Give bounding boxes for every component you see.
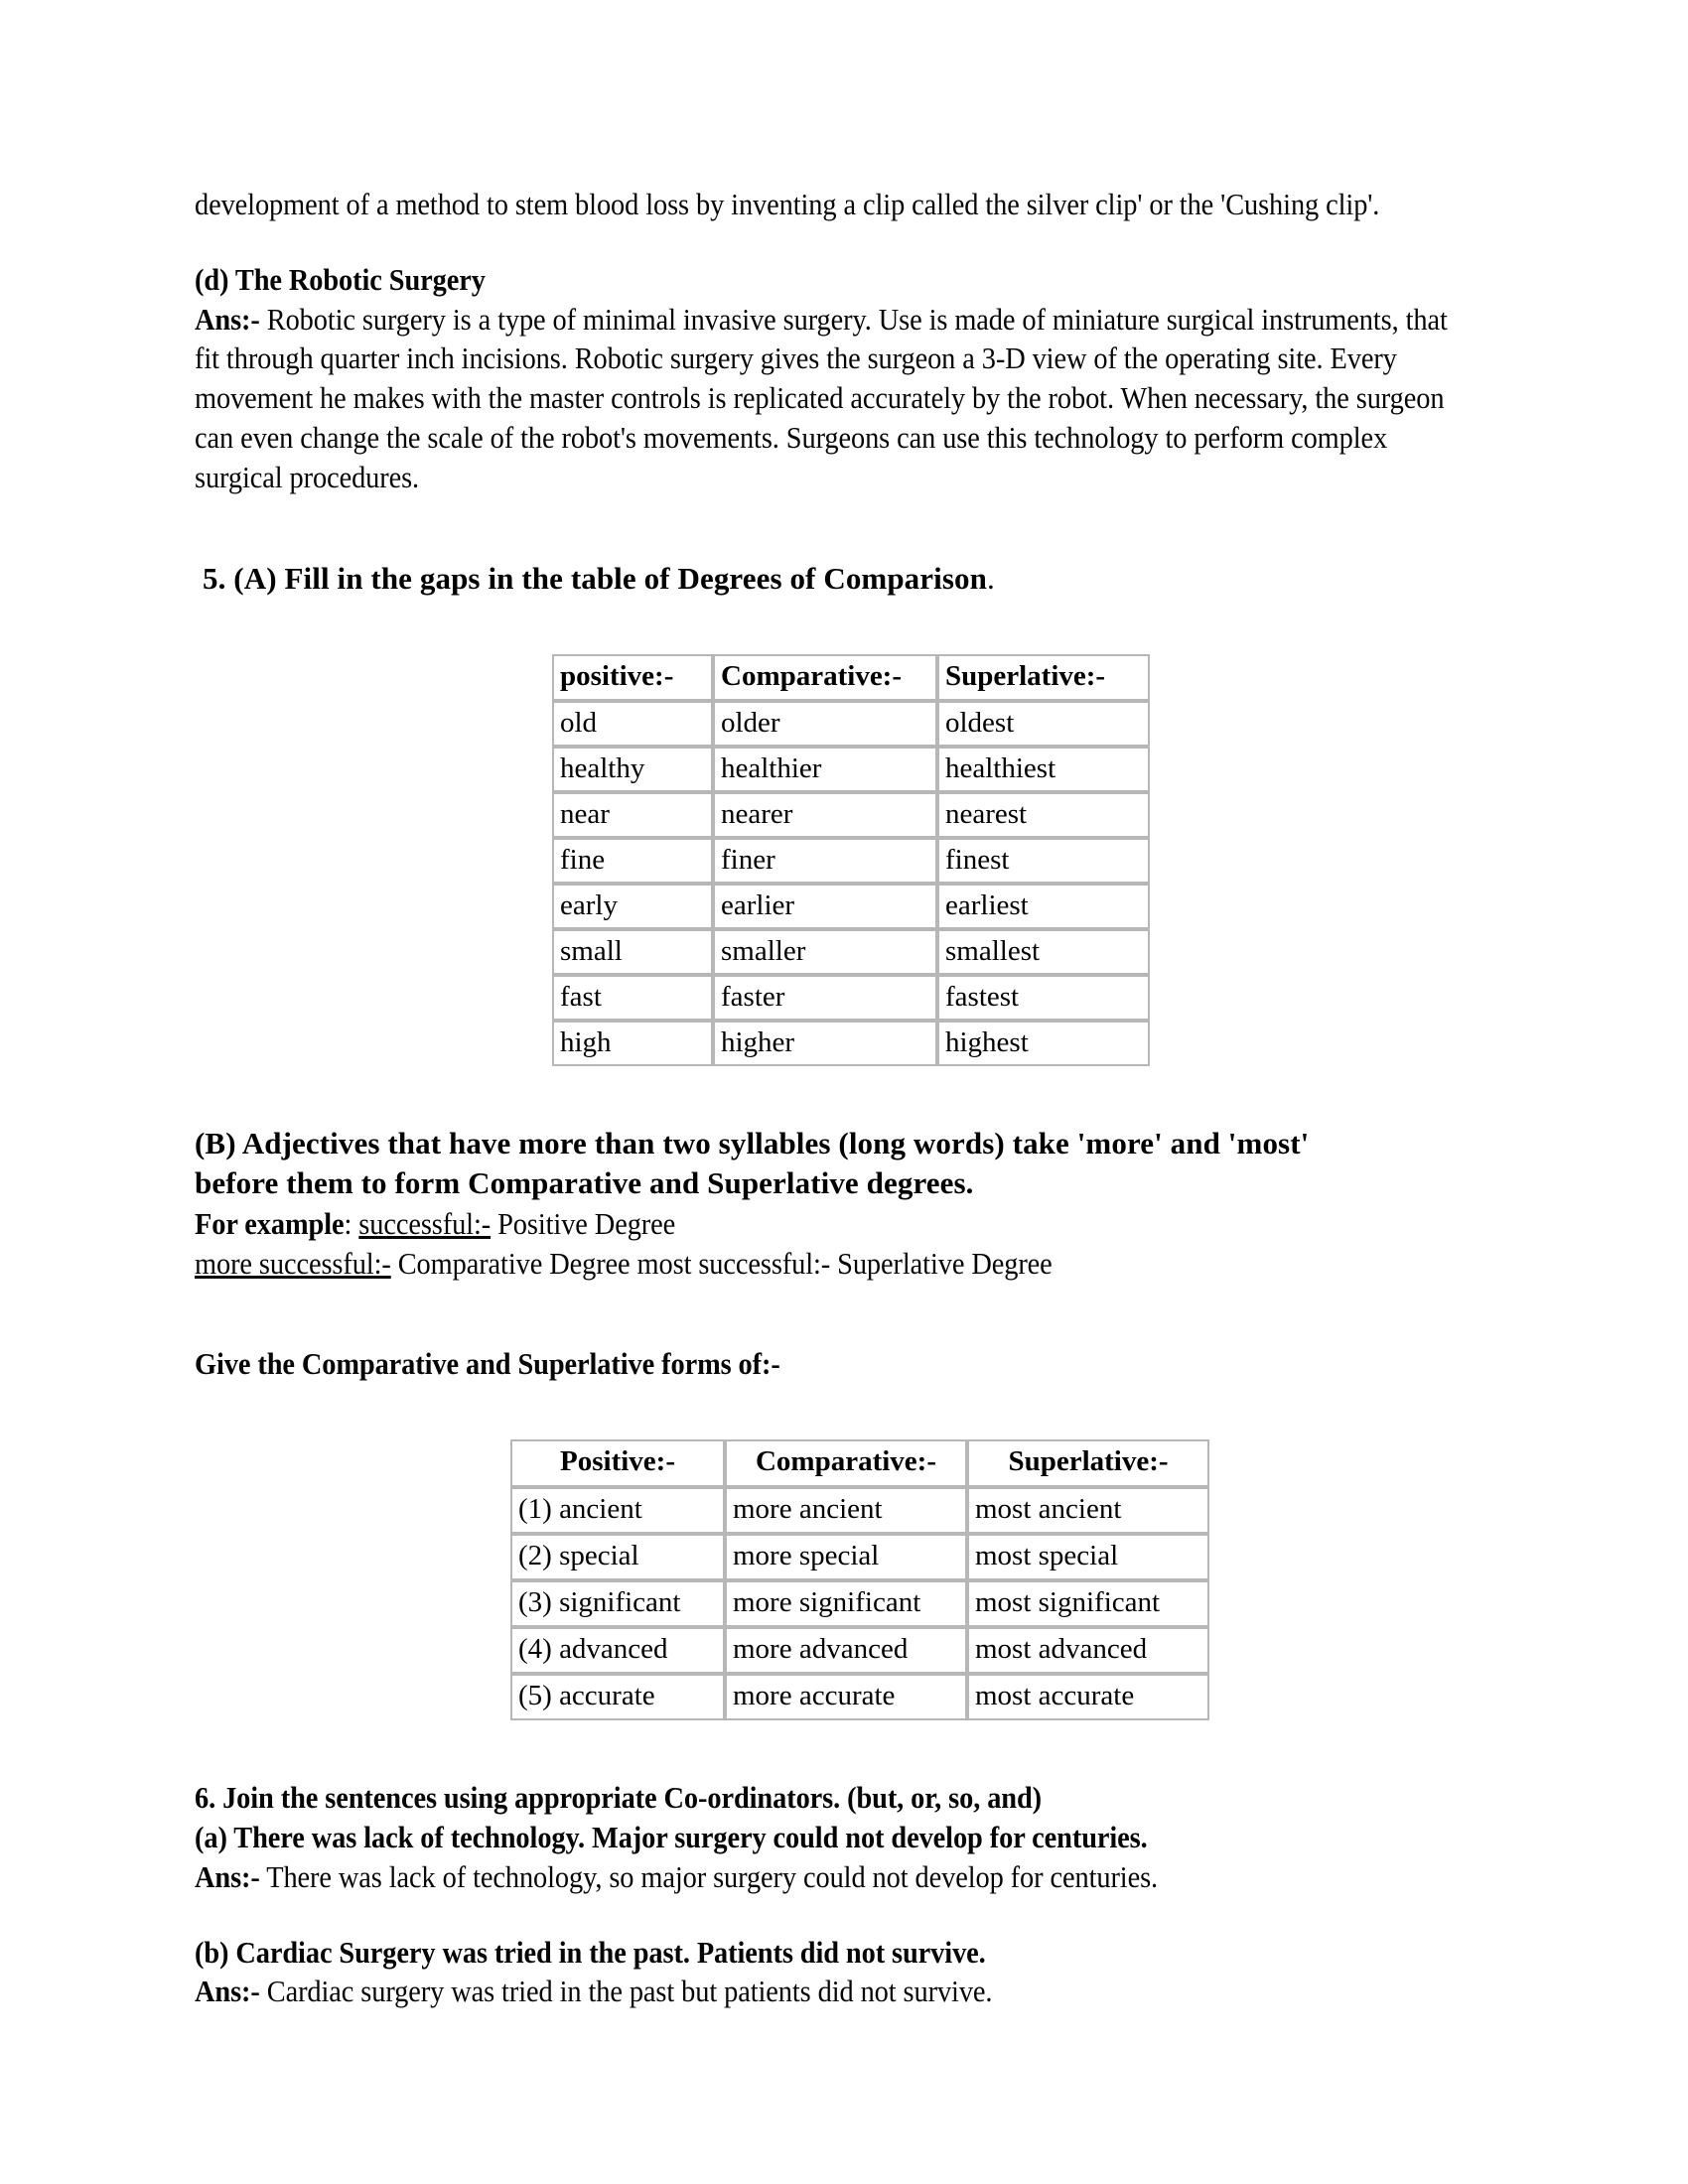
- column-header-superlative: Superlative:-: [937, 654, 1150, 701]
- table-row: [552, 701, 1150, 747]
- table-degrees-of-comparison: [552, 654, 1150, 1066]
- example-term: successful:-: [358, 1205, 492, 1241]
- cell-positive: high: [552, 1021, 713, 1066]
- question5a-heading-period: .: [986, 560, 995, 596]
- spacer: [195, 1066, 1476, 1124]
- cell-comparative: nearer: [713, 792, 937, 838]
- cell-positive: near: [552, 792, 713, 838]
- cell-positive: (2) special: [510, 1534, 725, 1580]
- cell-positive: small: [552, 929, 713, 975]
- table-header-row: [510, 1439, 1209, 1487]
- cell-positive: healthy: [552, 747, 713, 792]
- table-row: [510, 1580, 1209, 1627]
- cell-comparative: more advanced: [725, 1627, 967, 1674]
- cell-positive: (5) accurate: [510, 1674, 725, 1720]
- cell-comparative: more accurate: [725, 1674, 967, 1720]
- question5a-heading-text: 5. (A) Fill in the gaps in the table of Degrees of Comparison: [203, 560, 987, 596]
- cell-comparative: earlier: [713, 884, 937, 929]
- document-content: [195, 185, 1476, 2011]
- column-header-comparative: Comparative:-: [725, 1439, 967, 1487]
- cell-superlative: finest: [937, 838, 1150, 884]
- column-header-positive: Positive:-: [510, 1439, 725, 1487]
- question6b-answer-label: Ans:-: [195, 1974, 260, 2009]
- table-row: [552, 1021, 1150, 1066]
- column-header-superlative: Superlative:-: [967, 1439, 1209, 1487]
- column-header-comparative: Comparative:-: [713, 654, 937, 701]
- question6a-question: [195, 1818, 1476, 1857]
- example-label: For example: [195, 1205, 345, 1241]
- cell-comparative: older: [713, 701, 937, 747]
- table-degrees-wrapper: [195, 654, 1476, 1066]
- cell-positive: early: [552, 884, 713, 929]
- cell-superlative: nearest: [937, 792, 1150, 838]
- cell-comparative: more significant: [725, 1580, 967, 1627]
- table-row: [552, 884, 1150, 929]
- table-comparative-superlative-forms: [510, 1439, 1209, 1720]
- cell-comparative: faster: [713, 975, 937, 1021]
- question5b-heading: [195, 1124, 1476, 1204]
- question6b-answer-text: Cardiac surgery was tried in the past but patients did not survive.: [266, 1974, 993, 2009]
- cell-superlative: smallest: [937, 929, 1150, 975]
- cell-superlative: most accurate: [967, 1674, 1209, 1720]
- cell-comparative: smaller: [713, 929, 937, 975]
- question6b-question-text: (b) Cardiac Surgery was tried in the past. Patients did not survive.: [195, 1934, 986, 1970]
- question6a-answer-text: There was lack of technology, so major surgery could not develop for centuries.: [266, 1858, 1159, 1894]
- cell-positive: old: [552, 701, 713, 747]
- cell-positive: (1) ancient: [510, 1487, 725, 1534]
- table-row: [552, 792, 1150, 838]
- table-row: [510, 1487, 1209, 1534]
- table-row: [510, 1534, 1209, 1580]
- table-header-row: [552, 654, 1150, 701]
- table-row: [510, 1627, 1209, 1674]
- cell-superlative: healthiest: [937, 747, 1150, 792]
- question6b-question: [195, 1933, 1476, 1973]
- question6-heading: [195, 1778, 1476, 1818]
- table-row: [552, 747, 1150, 792]
- section-d-answer-text: Robotic surgery is a type of minimal invasive surgery. Use is made of miniature surgical instruments, that fit through quarter inch incisions. Robotic surgery gives the surgeon a 3-D view of the operating site. Every movement he makes with the master controls is replicated accurately by the robot. When necessary, the surgeon can even change the scale of the robot's movements. Surgeons can use this technology to perform complex surgical procedures.: [195, 301, 1448, 494]
- example-rest: Positive Degree: [491, 1205, 676, 1241]
- intro-paragraph-text: development of a method to stem blood loss by inventing a clip called the silver clip' or the 'Cushing clip'.: [195, 187, 1380, 221]
- table-row: [552, 975, 1150, 1021]
- question6-heading-text: 6. Join the sentences using appropriate Co-ordinators. (but, or, so, and): [195, 1780, 1043, 1816]
- example-line2-term: more successful:-: [195, 1245, 391, 1281]
- cell-comparative: more ancient: [725, 1487, 967, 1534]
- example-colon: :: [344, 1205, 359, 1241]
- question6b-answer: [195, 1972, 1476, 2011]
- cell-positive: (3) significant: [510, 1580, 725, 1627]
- intro-paragraph: [195, 185, 1476, 224]
- section-d-answer: [195, 300, 1476, 497]
- table-row: [510, 1674, 1209, 1720]
- cell-comparative: healthier: [713, 747, 937, 792]
- spacer: [195, 497, 1476, 559]
- table-forms-wrapper: [195, 1439, 1476, 1720]
- example-line2-rest: Comparative Degree most successful:- Superlative Degree: [390, 1245, 1053, 1281]
- cell-superlative: highest: [937, 1021, 1150, 1066]
- section-d-answer-label: Ans:-: [195, 301, 260, 337]
- spacer: [195, 1720, 1476, 1778]
- table-row: [552, 838, 1150, 884]
- cell-superlative: fastest: [937, 975, 1150, 1021]
- column-header-positive: positive:-: [552, 654, 713, 701]
- cell-comparative: finer: [713, 838, 937, 884]
- question6a-question-text: (a) There was lack of technology. Major surgery could not develop for centuries.: [195, 1820, 1148, 1854]
- example-line-1: [195, 1204, 1476, 1244]
- cell-positive: (4) advanced: [510, 1627, 725, 1674]
- cell-superlative: earliest: [937, 884, 1150, 929]
- cell-comparative: more special: [725, 1534, 967, 1580]
- cell-superlative: most special: [967, 1534, 1209, 1580]
- question5b-heading-line1: (B) Adjectives that have more than two syllables (long words) take 'more' and 'most': [195, 1126, 1310, 1161]
- spacer: [195, 1384, 1476, 1439]
- cell-superlative: most advanced: [967, 1627, 1209, 1674]
- question6a-answer-label: Ans:-: [195, 1858, 260, 1894]
- spacer: [195, 224, 1476, 260]
- table-row: [552, 929, 1150, 975]
- cell-superlative: oldest: [937, 701, 1150, 747]
- give-forms-heading-text: Give the Comparative and Superlative forms of:-: [195, 1346, 780, 1382]
- spacer: [195, 1897, 1476, 1933]
- cell-positive: fine: [552, 838, 713, 884]
- spacer: [195, 1283, 1476, 1344]
- question5a-heading: [195, 559, 1476, 599]
- cell-comparative: higher: [713, 1021, 937, 1066]
- question6a-answer: [195, 1857, 1476, 1897]
- spacer: [195, 599, 1476, 654]
- section-d-heading: [195, 260, 1476, 300]
- cell-positive: fast: [552, 975, 713, 1021]
- cell-superlative: most significant: [967, 1580, 1209, 1627]
- give-forms-heading: [195, 1344, 1476, 1384]
- section-d-heading-text: (d) The Robotic Surgery: [195, 261, 486, 297]
- cell-superlative: most ancient: [967, 1487, 1209, 1534]
- question5b-heading-line2: before them to form Comparative and Superlative degrees.: [195, 1165, 974, 1201]
- example-line-2: [195, 1244, 1476, 1284]
